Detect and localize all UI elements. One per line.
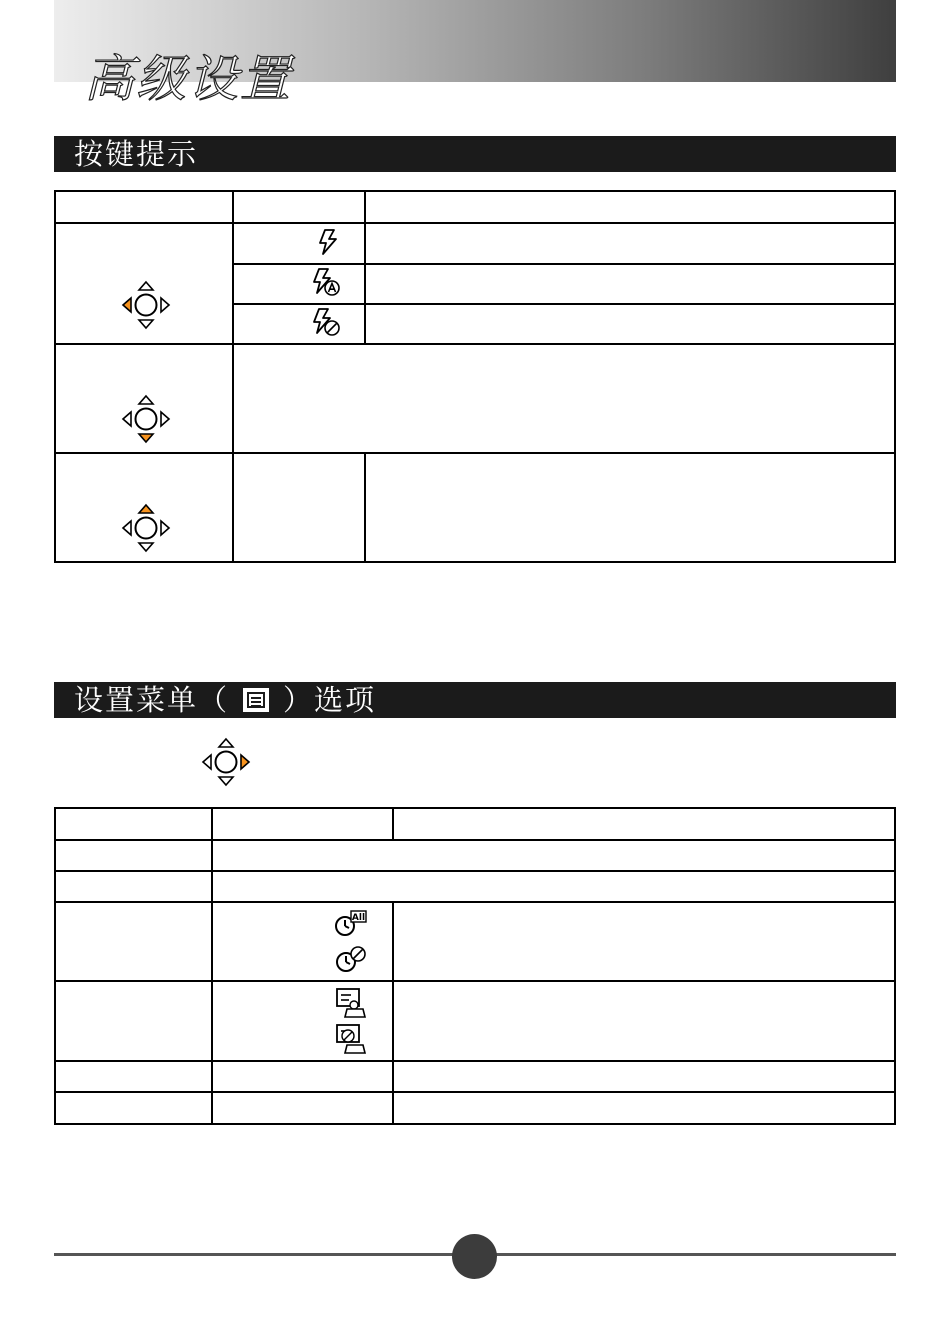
table-cell xyxy=(55,1061,212,1092)
table-cell xyxy=(393,902,895,981)
table-cell xyxy=(393,981,895,1061)
table-row xyxy=(55,191,895,223)
table-row xyxy=(55,1092,895,1124)
dpad-left-active-icon xyxy=(120,279,172,331)
table-cell xyxy=(365,191,895,223)
table-cell xyxy=(233,191,365,223)
svg-text:All: All xyxy=(351,912,366,923)
flash-icon xyxy=(316,228,340,256)
section-bar-setup-menu xyxy=(54,682,896,718)
table-row xyxy=(55,981,895,1061)
table-cell xyxy=(212,871,895,902)
table-row xyxy=(55,871,895,902)
dpad-right-active-icon xyxy=(200,736,252,788)
table-row xyxy=(55,223,895,264)
table-row xyxy=(55,1061,895,1092)
table-cell xyxy=(55,840,212,871)
table-cell xyxy=(233,453,365,562)
table-cell xyxy=(55,808,212,840)
table-cell xyxy=(233,304,365,344)
table-row xyxy=(55,840,895,871)
table-cell xyxy=(365,223,895,264)
section-title-suffix: ）选项 xyxy=(283,683,377,717)
table-row xyxy=(55,902,895,981)
table-row xyxy=(55,344,895,453)
table-cell xyxy=(55,981,212,1061)
table-cell xyxy=(55,344,233,453)
flash-off-icon xyxy=(312,307,340,337)
dpad-up-active-icon xyxy=(120,502,172,554)
menu-icon xyxy=(241,686,271,714)
info-display-off-icon xyxy=(334,1023,368,1055)
info-display-icon xyxy=(334,987,368,1019)
flash-auto-icon xyxy=(312,267,340,297)
table-cell xyxy=(212,1061,393,1092)
section-title xyxy=(74,682,376,718)
dpad-down-active-icon xyxy=(120,393,172,445)
table-cell xyxy=(55,1092,212,1124)
table-cell xyxy=(365,304,895,344)
table-cell xyxy=(212,981,393,1061)
table-cell xyxy=(55,223,233,344)
table-cell xyxy=(55,902,212,981)
table-cell xyxy=(393,1092,895,1124)
table-cell xyxy=(393,1061,895,1092)
table-cell xyxy=(365,453,895,562)
table-cell xyxy=(365,264,895,304)
table-row xyxy=(55,453,895,562)
table-cell xyxy=(55,191,233,223)
section-title: 按键提示 xyxy=(74,137,199,171)
section-title-prefix: 设置菜单（ xyxy=(74,683,230,717)
table-cell xyxy=(212,902,393,981)
self-timer-all-icon xyxy=(334,909,368,939)
page-title: 高级设置 xyxy=(84,50,292,108)
table-cell xyxy=(212,1092,393,1124)
table-row xyxy=(55,808,895,840)
self-timer-off-icon xyxy=(334,945,368,975)
table-cell xyxy=(233,264,365,304)
table-cell xyxy=(233,344,895,453)
button-hints-table xyxy=(54,190,896,563)
table-cell xyxy=(393,808,895,840)
table-cell xyxy=(212,840,895,871)
setup-menu-table xyxy=(54,807,896,1125)
table-cell xyxy=(233,223,365,264)
section-bar-button-hints xyxy=(54,136,896,172)
table-cell xyxy=(55,871,212,902)
page-number-badge xyxy=(452,1234,497,1279)
table-cell xyxy=(212,808,393,840)
table-cell xyxy=(55,453,233,562)
